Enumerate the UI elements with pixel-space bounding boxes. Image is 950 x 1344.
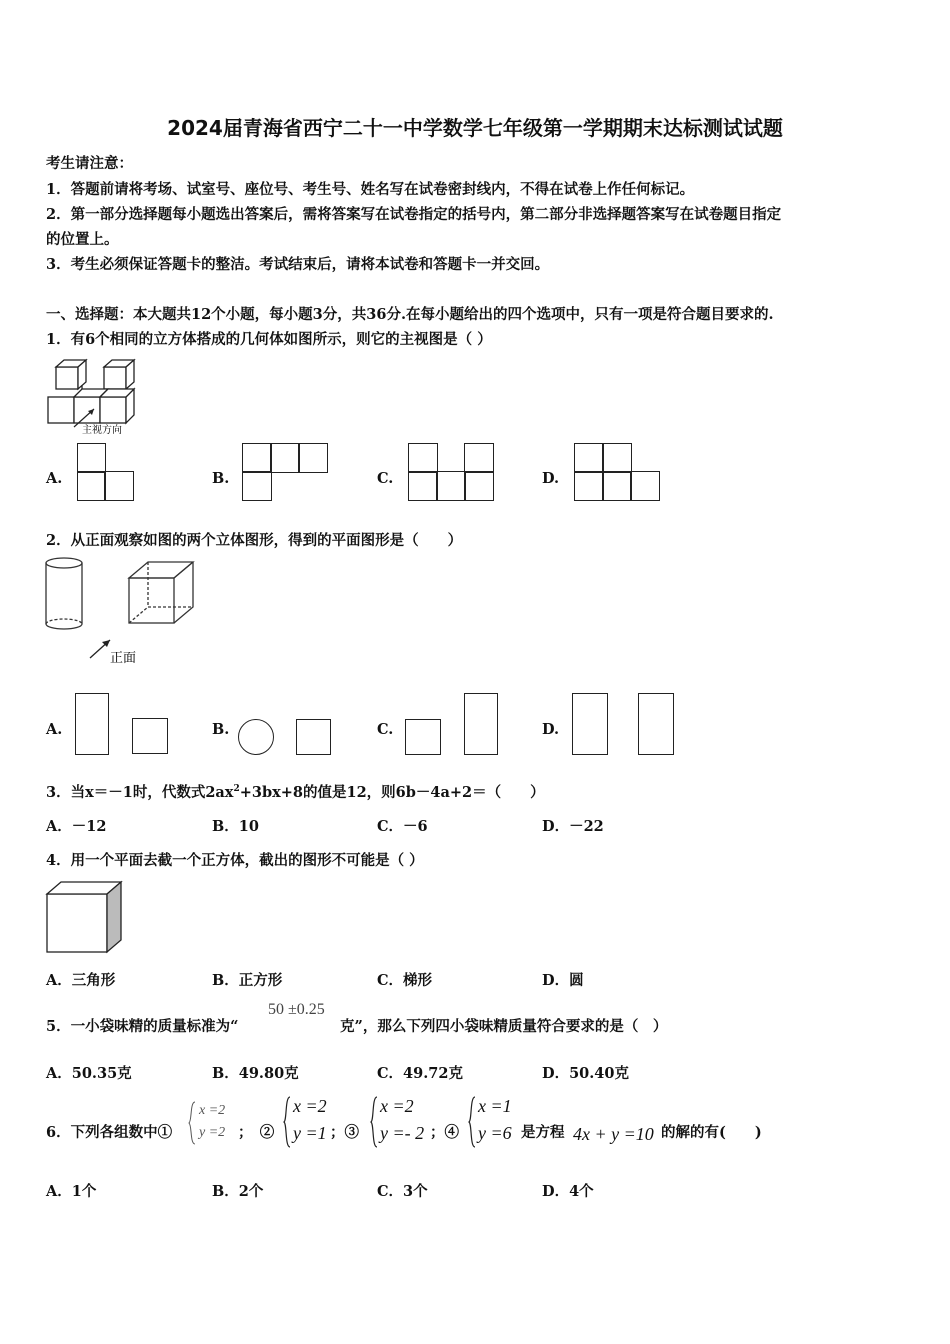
q6-sep-3: ；④ bbox=[430, 1124, 459, 1141]
q4-option-b[interactable]: B．正方形 bbox=[212, 972, 283, 989]
question-5-text-a: 5．一小袋味精的质量标准为“ bbox=[46, 1018, 239, 1035]
notice-heading: 考生请注意： bbox=[46, 155, 133, 172]
q3-option-d[interactable]: D．－22 bbox=[542, 818, 604, 835]
q6-system-2: x =2 y =1 bbox=[283, 1096, 335, 1148]
page-title: 2024届青海省西宁二十一中学数学七年级第一学期期末达标测试试题 bbox=[167, 116, 783, 140]
notice-item: 3．考生必须保证答题卡的整洁。考试结束后，请将本试卷和答题卡一并交回。 bbox=[46, 256, 550, 273]
q2-option-c[interactable]: C. bbox=[377, 721, 394, 738]
q4-option-d[interactable]: D．圆 bbox=[542, 972, 584, 989]
q6-sep-2: ；③ bbox=[330, 1124, 359, 1141]
q3-option-c[interactable]: C．－6 bbox=[377, 818, 428, 835]
q6-tail: 的解的有( ) bbox=[661, 1124, 762, 1141]
q4-cube-figure bbox=[45, 880, 125, 956]
q6-option-a[interactable]: A．1个 bbox=[46, 1183, 97, 1200]
q6-system-3: x =2 y =- 2 bbox=[370, 1096, 434, 1148]
q6-option-c[interactable]: C．3个 bbox=[377, 1183, 428, 1200]
q5-standard-mass: 50 ±0.25 bbox=[268, 1001, 325, 1018]
q2-option-a[interactable]: A. bbox=[46, 721, 63, 738]
q1-cube-figure bbox=[44, 357, 144, 435]
question-5-text-b: 克”，那么下列四小袋味精质量符合要求的是（ ） bbox=[340, 1018, 668, 1035]
q6-mid: 是方程 bbox=[521, 1124, 565, 1141]
notice-item: 2．第一部分选择题每小题选出答案后，需将答案写在试卷指定的括号内，第二部分非选择题答案写在试卷题目指定 bbox=[46, 206, 782, 223]
q3-option-a[interactable]: A．－12 bbox=[46, 818, 107, 835]
q5-option-c[interactable]: C．49.72克 bbox=[377, 1065, 463, 1082]
q5-option-b[interactable]: B．49.80克 bbox=[212, 1065, 299, 1082]
q6-sep-1: ； ② bbox=[238, 1124, 275, 1141]
q1-option-a[interactable]: A. bbox=[46, 470, 63, 487]
q2-solids-figure bbox=[44, 556, 199, 668]
question-1-text: 1．有6个相同的立方体搭成的几何体如图所示，则它的主视图是（ ） bbox=[46, 331, 492, 348]
q5-option-d[interactable]: D．50.40克 bbox=[542, 1065, 629, 1082]
q1-option-b[interactable]: B. bbox=[212, 470, 230, 487]
q6-system-4: x =1 y =6 bbox=[468, 1096, 520, 1148]
question-4-text: 4．用一个平面去截一个正方体，截出的图形不可能是（ ） bbox=[46, 852, 424, 869]
q4-option-a[interactable]: A．三角形 bbox=[46, 972, 116, 989]
q6-option-b[interactable]: B．2个 bbox=[212, 1183, 264, 1200]
notice-item: 1．答题前请将考场、试室号、座位号、考生号、姓名写在试卷密封线内，不得在试卷上作任何标记。 bbox=[46, 181, 695, 198]
q3-option-b[interactable]: B．10 bbox=[212, 818, 259, 835]
q2-figure-label: 正面 bbox=[110, 651, 137, 666]
question-6-lead: 6．下列各组数中① bbox=[46, 1124, 173, 1141]
q1-figure-label: 主视方向 bbox=[82, 425, 122, 436]
question-2-text: 2．从正面观察如图的两个立体图形，得到的平面图形是（ ） bbox=[46, 532, 463, 549]
q2-option-d[interactable]: D. bbox=[542, 721, 560, 738]
q6-option-d[interactable]: D．4个 bbox=[542, 1183, 594, 1200]
question-3-text: 3．当x＝－1时，代数式$2ax^2+3bx+8$的值是12，则6b－4a+2＝（ ） bbox=[46, 784, 545, 801]
notice-item: 的位置上。 bbox=[46, 231, 119, 248]
q6-equation: 4x + y =10 bbox=[573, 1124, 654, 1144]
q6-system-1: x =2 y =2 bbox=[188, 1101, 236, 1145]
q2-option-b[interactable]: B. bbox=[212, 721, 230, 738]
section-heading: 一、选择题：本大题共12个小题，每小题3分，共36分.在每小题给出的四个选项中，只有一项是符合题目要求的. bbox=[46, 306, 774, 323]
q1-option-d[interactable]: D. bbox=[542, 470, 560, 487]
q1-option-c[interactable]: C. bbox=[377, 470, 394, 487]
q5-option-a[interactable]: A．50.35克 bbox=[46, 1065, 132, 1082]
q4-option-c[interactable]: C．梯形 bbox=[377, 972, 433, 989]
